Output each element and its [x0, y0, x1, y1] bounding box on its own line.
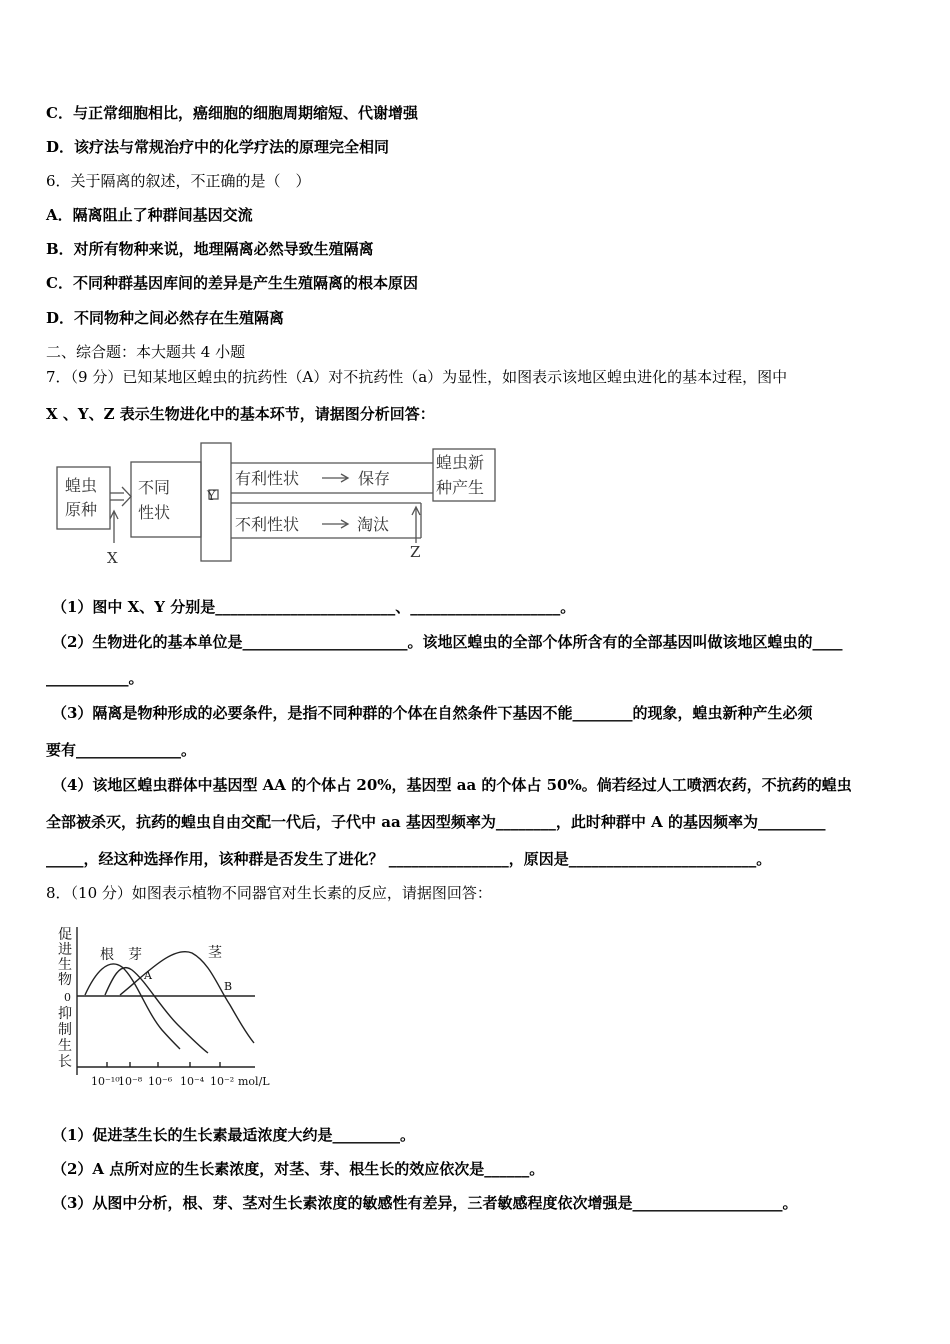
auxin-response-chart: [50, 915, 290, 1095]
point-b-label: B: [224, 980, 233, 993]
box-y: [201, 443, 231, 561]
y-label-4: 物: [58, 972, 72, 988]
bud-label: 芽: [128, 947, 142, 963]
q6-option-c: C．不同种群基因库间的差异是产生生殖隔离的根本原因: [46, 274, 418, 292]
good-trait: 有利性状: [235, 469, 300, 488]
evolution-diagram: [52, 440, 502, 565]
bud-curve: [105, 968, 208, 1053]
q7-stem-line1: 7．（9 分）已知某地区蝗虫的抗药性（A）对不抗药性（a）为显性，如图表示该地区蝗虫进化的基本过程，图中: [46, 368, 788, 386]
z-label: Z: [410, 543, 421, 561]
keep-label: 保存: [358, 469, 391, 488]
q7-part2-line1: （2）生物进化的基本单位是______________________。该地区蝗虫的全部个体所含有的全部基因叫做该地区蝗虫的____: [52, 633, 843, 651]
q7-part2-line2: ___________。: [46, 669, 144, 687]
q7-part3-line1: （3）隔离是物种形成的必要条件，是指不同种群的个体在自然条件下基因不能________的现象，蝗虫新种产生必须: [52, 704, 813, 722]
box2-line1: 不同: [138, 478, 171, 497]
y-label-3: 生: [58, 957, 72, 973]
x-tick-5: 10⁻²: [210, 1075, 235, 1088]
x-label: X: [107, 549, 118, 565]
q6-option-b: B．对所有物种来说，地理隔离必然导致生殖隔离: [46, 240, 374, 258]
y-label: Y: [207, 489, 216, 504]
y-label-8: 长: [58, 1054, 72, 1070]
root-label: 根: [100, 947, 114, 963]
x-tick-4: 10⁻⁴: [180, 1075, 205, 1088]
q7-stem-line2: X 、Y、Z 表示生物进化中的基本环节，请据图分析回答：: [46, 405, 435, 423]
q7-part4-line2: 全部被杀灭，抗药的蝗虫自由交配一代后，子代中 aa 基因型频率为________，此时种群中 A 的基因频率为_________: [46, 813, 826, 831]
box1-line1: 蝗虫: [65, 476, 98, 495]
q7-part3-line2: 要有______________。: [46, 741, 197, 759]
q7-part4-line1: （4）该地区蝗虫群体中基因型 AA 的个体占 20%，基因型 aa 的个体占 50%。倘若经过人工喷洒农药，不抗药的蝗虫: [52, 776, 852, 794]
q6-option-d: D．不同物种之间必然存在生殖隔离: [46, 309, 285, 327]
q6-stem: 6．关于隔离的叙述，不正确的是（ ）: [46, 172, 311, 190]
remove-label: 淘汰: [357, 515, 390, 534]
y-label-2: 进: [58, 942, 72, 958]
x-tick-3: 10⁻⁶: [148, 1075, 173, 1088]
bad-trait: 不利性状: [235, 515, 300, 534]
q6-option-a: A．隔离阻止了种群间基因交流: [46, 206, 253, 224]
stem-curve: [120, 952, 254, 1043]
x-tick-1: 10⁻¹⁰: [91, 1075, 120, 1088]
q8-stem: 8．（10 分）如图表示植物不同器官对生长素的反应，请据图回答：: [46, 884, 492, 902]
box5-line2: 种产生: [436, 478, 485, 497]
q5-option-d: D．该疗法与常规治疗中的化学疗法的原理完全相同: [46, 138, 390, 156]
x-tick-2: 10⁻⁸: [118, 1075, 143, 1088]
box1-line2: 原种: [65, 500, 98, 519]
box5-line1: 蝗虫新: [436, 453, 485, 472]
q7-part1: （1）图中 X、Y 分别是________________________、____________________。: [52, 598, 576, 616]
y-label-7: 生: [58, 1038, 72, 1054]
q5-option-c: C．与正常细胞相比，癌细胞的细胞周期缩短、代谢增强: [46, 104, 418, 122]
q8-part2: （2）A 点所对应的生长素浓度，对茎、芽、根生长的效应依次是______。: [52, 1160, 545, 1178]
point-a-label: A: [144, 969, 152, 982]
stem-label: 茎: [208, 945, 222, 961]
x-unit: mol/L: [238, 1075, 270, 1088]
zero-label: 0: [64, 991, 71, 1004]
section-heading: 二、综合题：本大题共 4 小题: [46, 343, 246, 361]
y-label-1: 促: [58, 927, 72, 943]
y-label-5: 抑: [58, 1006, 72, 1022]
q8-part3: （3）从图中分析，根、芽、茎对生长素浓度的敏感性有差异，三者敏感程度依次增强是____________________。: [52, 1194, 798, 1212]
q8-part1: （1）促进茎生长的生长素最适浓度大约是_________。: [52, 1126, 415, 1144]
box2-line2: 性状: [138, 503, 171, 522]
q7-part4-line3: _____，经这种选择作用，该种群是否发生了进化？ ________________，原因是_________________________。: [46, 850, 772, 868]
box-different-traits: [131, 462, 201, 537]
root-curve: [85, 964, 180, 1049]
y-label-6: 制: [58, 1022, 72, 1038]
